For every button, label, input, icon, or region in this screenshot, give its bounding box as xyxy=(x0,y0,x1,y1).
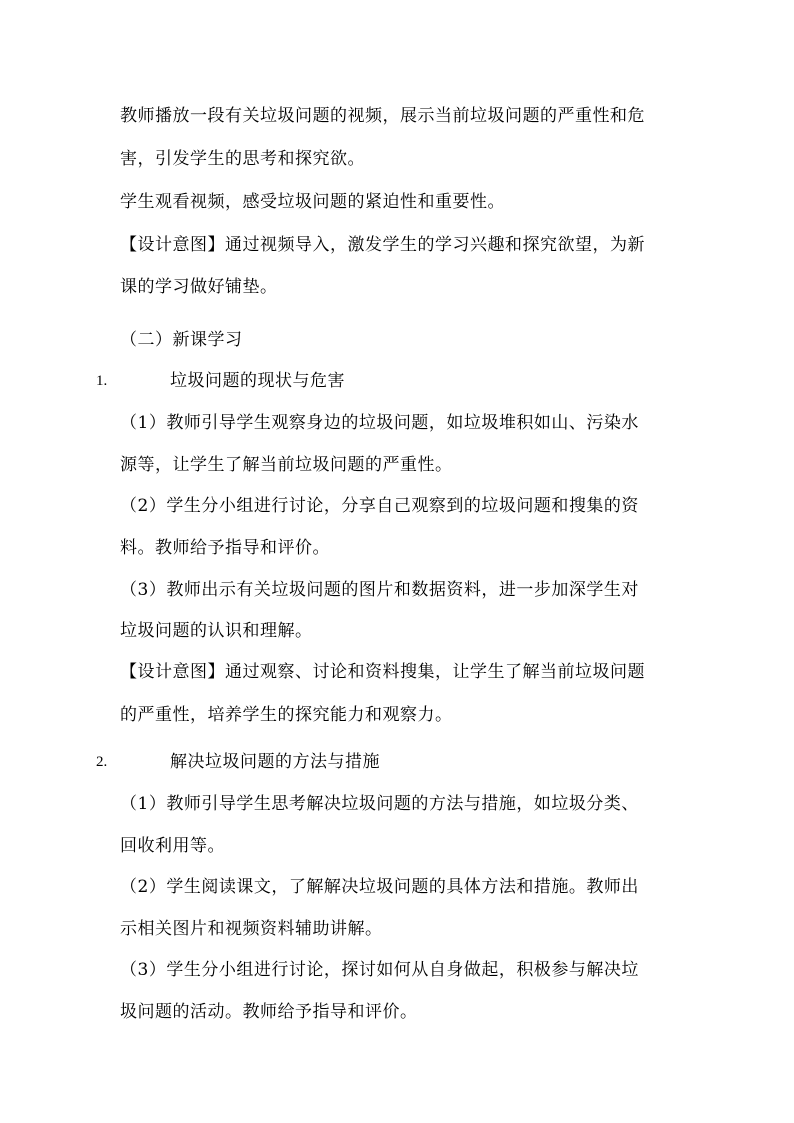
section-2-heading: 解决垃圾问题的方法与措施 xyxy=(170,752,380,772)
intro-design-intent-line-1: 【设计意图】通过视频导入，激发学生的学习兴趣和探究欲望，为新 xyxy=(120,235,645,255)
section-1-design-intent-line-1: 【设计意图】通过观察、讨论和资料搜集，让学生了解当前垃圾问题 xyxy=(120,662,645,682)
section-title: （二）新课学习 xyxy=(120,330,243,350)
section-1-item-2-line-1: （2）学生分小组进行讨论，分享自己观察到的垃圾问题和搜集的资 xyxy=(120,496,639,516)
section-1-item-3-line-2: 垃圾问题的认识和理解。 xyxy=(120,621,313,641)
section-2-item-1-line-1: （1）教师引导学生思考解决垃圾问题的方法与措施，如垃圾分类、 xyxy=(120,794,639,814)
section-2-number: 2. xyxy=(96,754,108,770)
section-2-item-1-line-2: 回收利用等。 xyxy=(120,836,225,856)
intro-paragraph-1-line-2: 害，引发学生的思考和探究欲。 xyxy=(120,149,365,169)
section-2-item-3-line-1: （3）学生分小组进行讨论，探讨如何从自身做起，积极参与解决垃 xyxy=(120,960,639,980)
section-1-number: 1. xyxy=(96,373,108,389)
section-1-item-1-line-2: 源等，让学生了解当前垃圾问题的严重性。 xyxy=(120,455,453,475)
section-2-item-2-line-1: （2）学生阅读课文，了解解决垃圾问题的具体方法和措施。教师出 xyxy=(120,877,639,897)
section-1-design-intent-line-2: 的严重性，培养学生的探究能力和观察力。 xyxy=(120,705,453,725)
section-1-item-3-line-1: （3）教师出示有关垃圾问题的图片和数据资料，进一步加深学生对 xyxy=(120,580,639,600)
intro-paragraph-1-line-1: 教师播放一段有关垃圾问题的视频，展示当前垃圾问题的严重性和危 xyxy=(120,106,645,126)
section-1-item-2-line-2: 料。教师给予指导和评价。 xyxy=(120,538,330,558)
intro-design-intent-line-2: 课的学习做好铺垫。 xyxy=(120,277,278,297)
section-1-heading: 垃圾问题的现状与危害 xyxy=(170,371,345,391)
section-2-item-2-line-2: 示相关图片和视频资料辅助讲解。 xyxy=(120,919,383,939)
section-1-item-1-line-1: （1）教师引导学生观察身边的垃圾问题，如垃圾堆积如山、污染水 xyxy=(120,413,639,433)
section-2-item-3-line-2: 圾问题的活动。教师给予指导和评价。 xyxy=(120,1002,418,1022)
intro-paragraph-2: 学生观看视频，感受垃圾问题的紧迫性和重要性。 xyxy=(120,192,505,212)
